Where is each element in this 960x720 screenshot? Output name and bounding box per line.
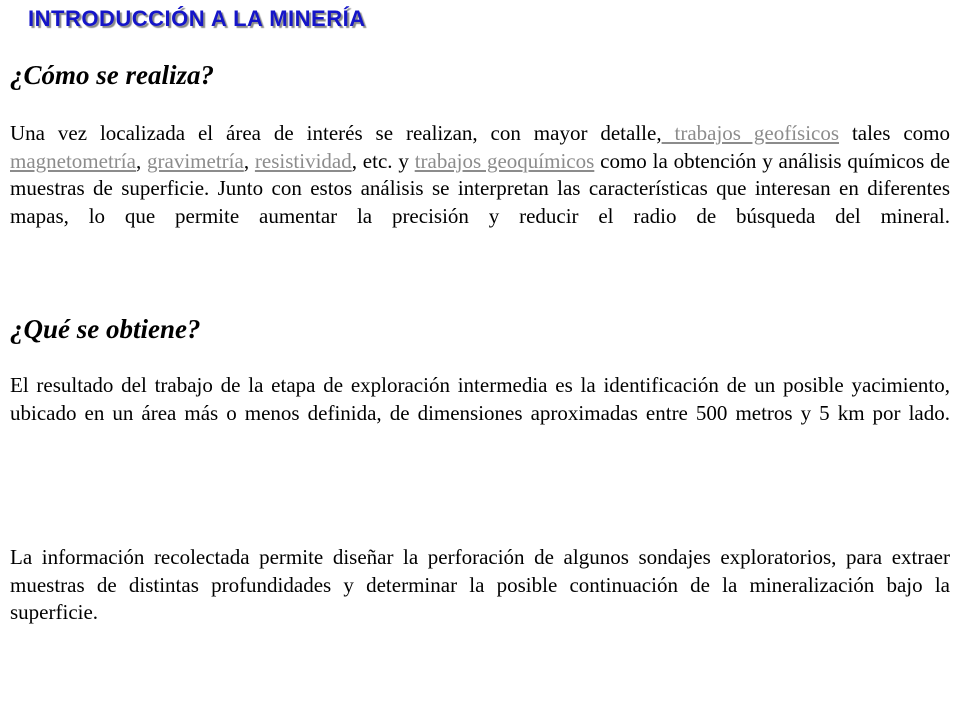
link-resistividad[interactable]: resistividad xyxy=(254,148,352,173)
section-heading-how: ¿Cómo se realiza? xyxy=(10,60,215,90)
paragraph-text: tales como xyxy=(839,121,950,145)
page-header-title: INTRODUCCIÓN A LA MINERÍA xyxy=(28,6,366,31)
link-gravimetria[interactable]: gravimetría xyxy=(147,148,244,173)
paragraph-text: , xyxy=(135,148,148,173)
link-magnetometria[interactable]: magnetometría xyxy=(10,148,136,173)
paragraph-text: como la obtención y análisis químicos de muestras de superficie. Junto con estos análisis se interpretan las características que interesan en diferentes mapas, lo que permite aumentar la precisión y reducir el radio de búsqueda del mineral. xyxy=(10,148,951,228)
paragraph-result: El resultado del trabajo de la etapa de exploración intermedia es la identificación de un posible yacimiento, ubicado en un área más o menos definida, de dimensiones aproximadas entre 500 metros y 5 km por lado. xyxy=(10,373,950,425)
link-trabajos-geofisicos[interactable]: trabajos geofísicos xyxy=(661,121,840,145)
paragraph-how xyxy=(10,120,950,230)
section-heading-what: ¿Qué se obtiene? xyxy=(10,314,201,344)
paragraph-text: , etc. y xyxy=(351,148,415,173)
link-trabajos-geoquimicos[interactable]: trabajos geoquímicos xyxy=(414,148,595,173)
paragraph-text: Una vez localizada el área de interés se realizan, con mayor detalle, xyxy=(10,121,662,145)
paragraph-information: La información recolectada permite diseñar la perforación de algunos sondajes exploratorios, para extraer muestras de distintas profundidades y determinar la posible continuación de la mineralización bajo la superficie. xyxy=(10,545,950,624)
paragraph-text: , xyxy=(243,148,255,173)
